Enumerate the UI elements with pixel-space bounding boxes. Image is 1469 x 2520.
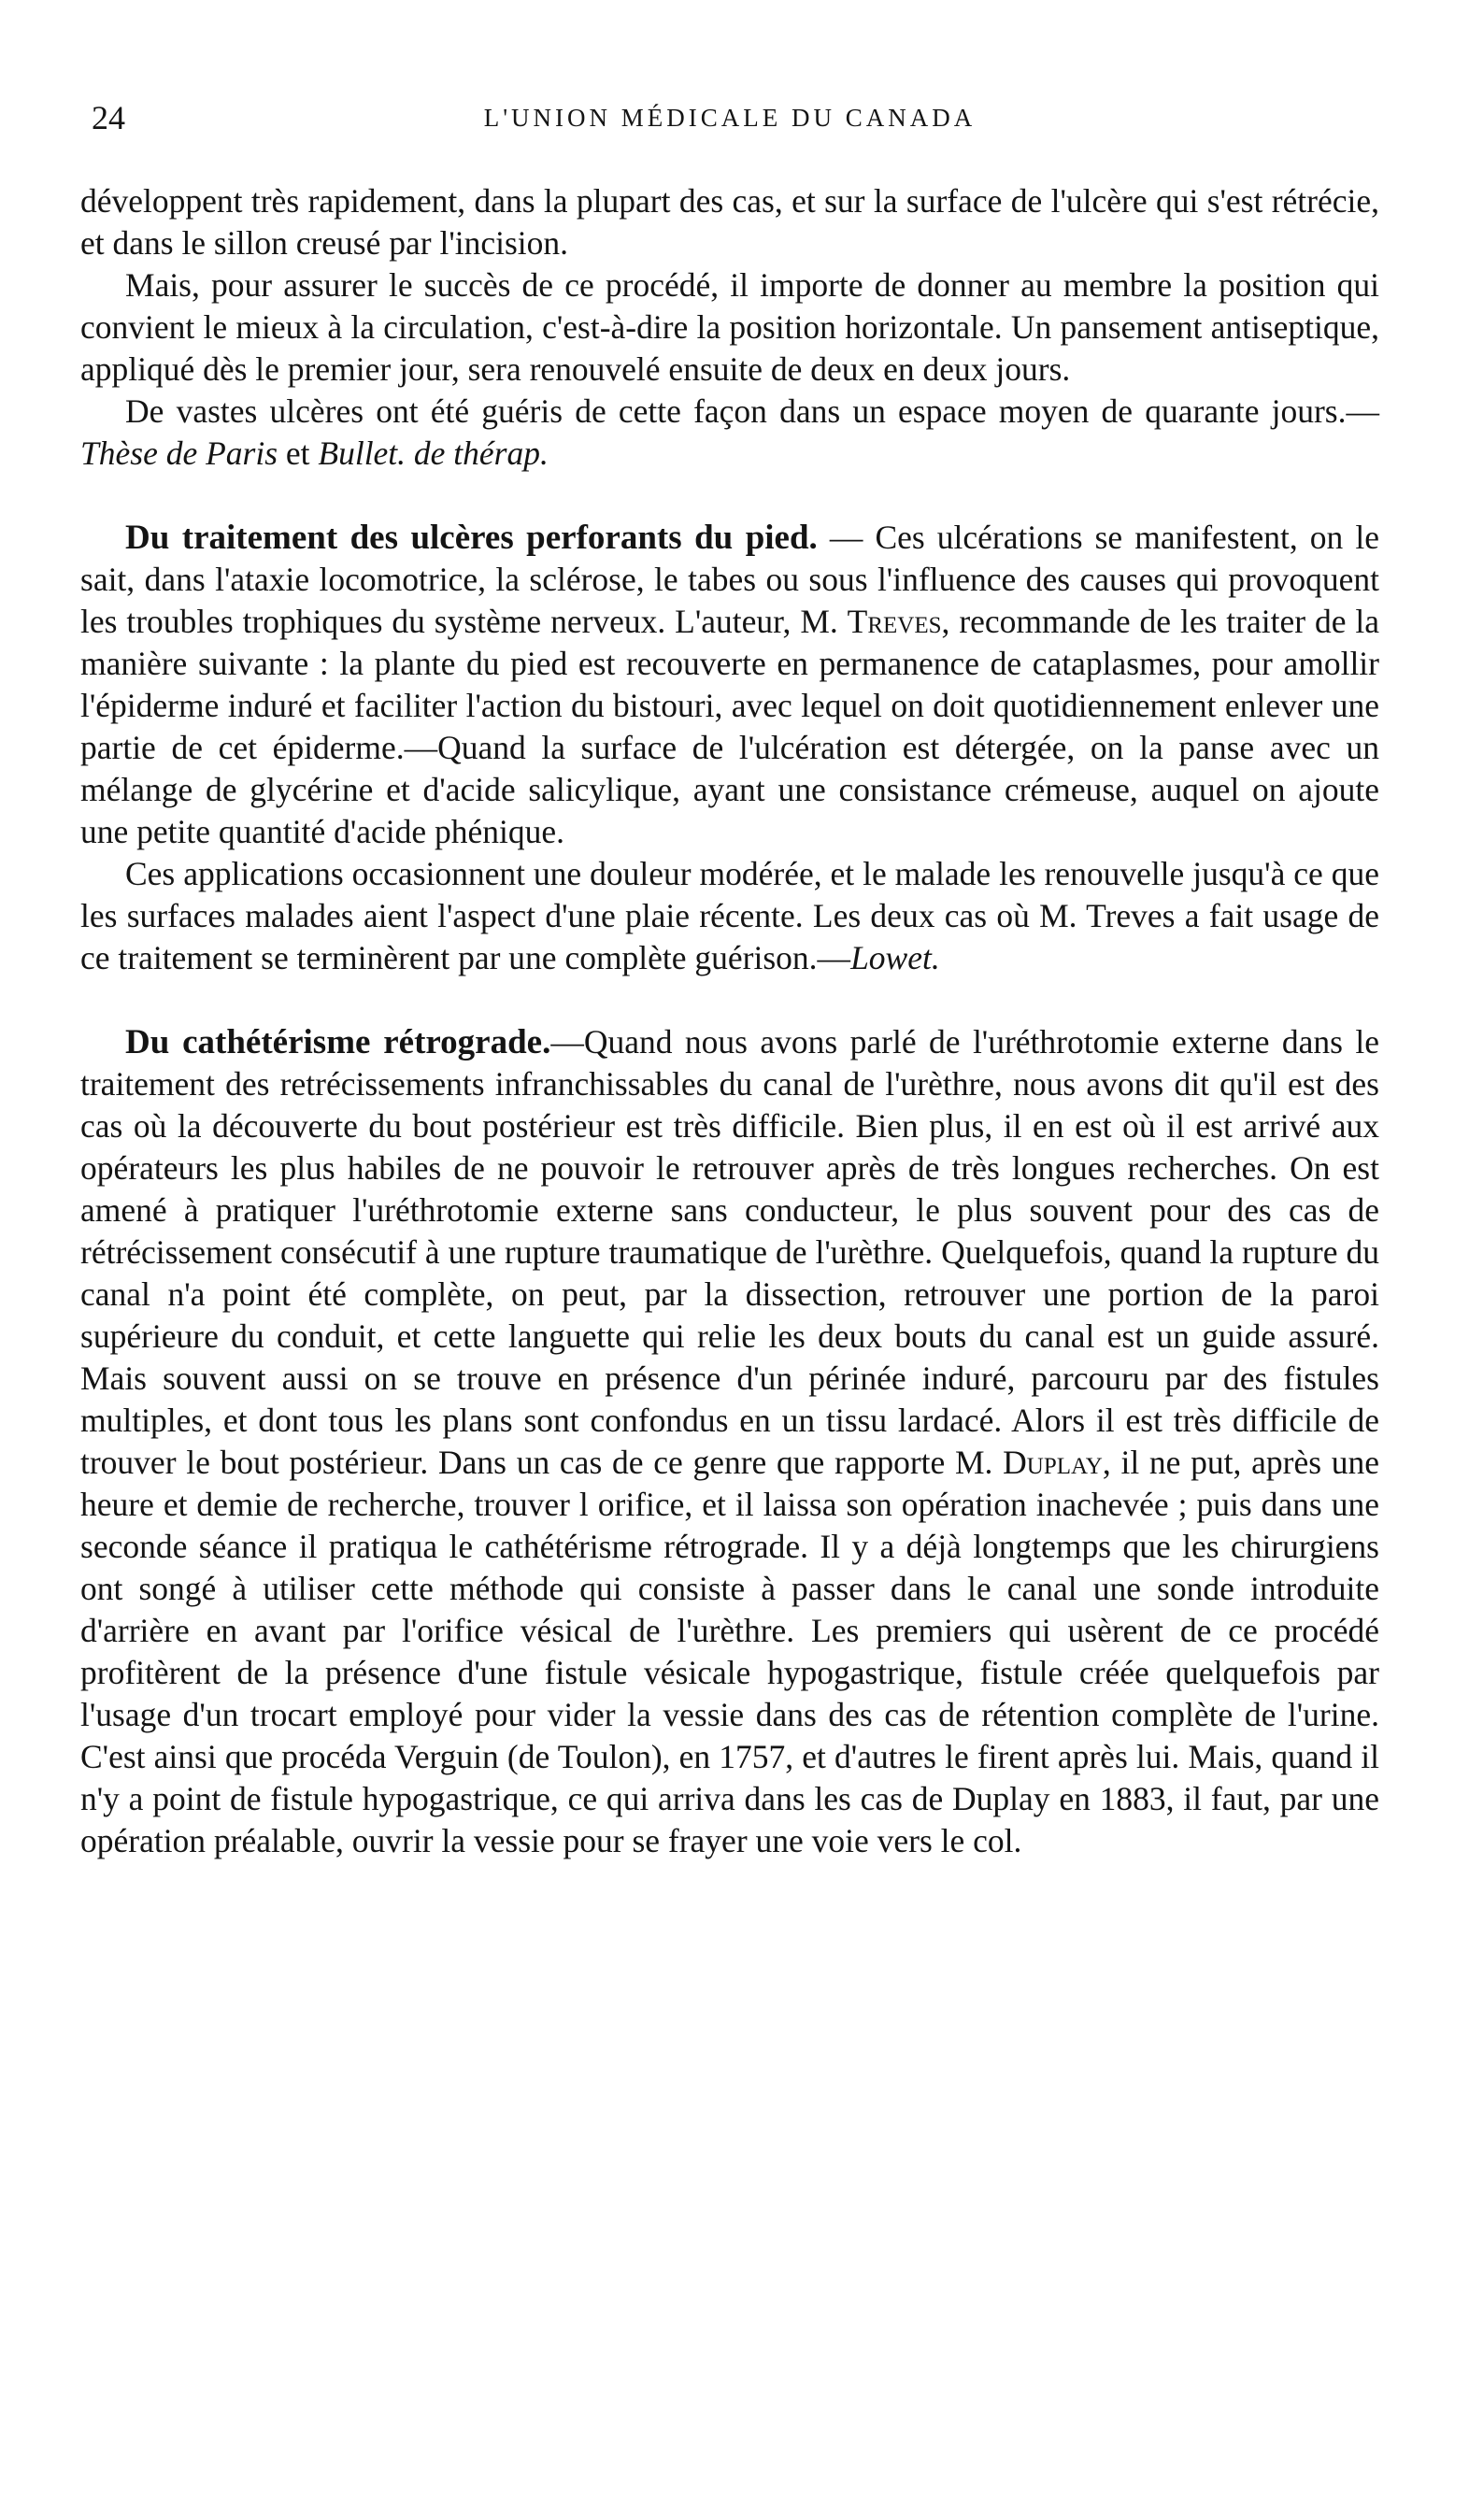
section-ulceres-perforants	[80, 517, 1379, 979]
section-2-title: Du cathétérisme rétrograde.	[125, 1023, 551, 1061]
section-2-paragraph-1	[80, 1021, 1379, 1862]
running-head	[80, 98, 1379, 143]
section-1-paragraph-1	[80, 517, 1379, 853]
page-number: 24	[92, 99, 125, 136]
citation-bullet-de-therap: Bullet. de thérap.	[318, 434, 549, 472]
section-1-text-b: , recommande de les traiter de la manière suivante : la plante du pied est recouverte en permanence de cataplasmes, pour amollir l'épiderme induré et faciliter l'action du bistouri, avec lequel on doit quotidiennement enlever une partie de cet épiderme.—Quand la surface de l'ulcération est détergée, on la panse avec un mélange de glycérine et d'acide salicylique, ayant une consistance crémeuse, auquel on ajoute une petite quantité d'acide phénique.	[80, 603, 1379, 850]
section-1-paragraph-2	[80, 853, 1379, 979]
intro-paragraph-3-text: De vastes ulcères ont été guéris de cette façon dans un espace moyen de quarante jours.—	[125, 392, 1379, 430]
citation-conjunction: et	[278, 434, 319, 472]
intro-paragraph-2: Mais, pour assurer le succès de ce procédé, il importe de donner au membre la position qui convient le mieux à la circulation, c'est-à-dire la position horizontale. Un pansement antiseptique, appliqué dès le premier jour, sera renouvelé ensuite de deux en deux jours.	[80, 266, 1379, 388]
section-2-text-a: —Quand nous avons parlé de l'uréthrotomie externe dans le traitement des retrécissements infranchissables du canal de l'urèthre, nous avons dit qu'il est des cas où la découverte du bout postérieur est très difficile. Bien plus, il en est où il est arrivé aux opérateurs les plus habiles de ne pouvoir le retrouver après de très longues recherches. On est amené à pratiquer l'uréthrotomie externe sans conducteur, le plus souvent pour des cas de rétrécissement consécutif à une rupture traumatique de l'urèthre. Quelquefois, quand la rupture du canal n'a point été complète, on peut, par la dissection, retrouver une portion de la paroi supérieure du conduit, et cette languette qui relie les deux bouts du canal est un guide assuré. Mais souvent aussi on se trouve en présence d'un périnée induré, parcouru par des fistules multiples, et dont tous les plans sont confondus en un tissu lardacé. Alors il est très difficile de trouver le bout postérieur. Dans un cas de ce genre que rapporte M.	[80, 1023, 1379, 1481]
author-duplay: Duplay	[1003, 1444, 1103, 1481]
intro-continuation	[80, 180, 1379, 475]
citation-lowet: Lowet.	[850, 939, 940, 976]
section-1-text-a: — Ces ulcérations se manifestent, on le sait, dans l'ataxie locomotrice, la sclérose, le tabes ou sous l'influence des causes qui provoquent les troubles trophiques du système nerveux. L'auteur, M.	[80, 519, 1379, 640]
journal-title: L'UNION MÉDICALE DU CANADA	[483, 104, 977, 132]
section-1-title: Du traitement des ulcères perforants du pied.	[125, 519, 818, 557]
intro-paragraph-1: développent très rapidement, dans la plupart des cas, et sur la surface de l'ulcère qui s'est rétrécie, et dans le sillon creusé par l'incision.	[80, 182, 1379, 262]
section-catheterisme-retrograde	[80, 1021, 1379, 1862]
section-2-text-b: , il ne put, après une heure et demie de recherche, trouver l orifice, et il laissa son opération inachevée ; puis dans une seconde séance il pratiqua le cathétérisme rétrograde. Il y a déjà longtemps que les chirurgiens ont songé à utiliser cette méthode qui consiste à passer dans le canal une sonde introduite d'arrière en avant par l'orifice vésical de l'urèthre. Les premiers qui usèrent de ce procédé profitèrent de la présence d'une fistule vésicale hypogastrique, fistule créée quelquefois par l'usage d'un trocart employé pour vider la vessie dans des cas de rétention complète de l'urine. C'est ainsi que procéda Verguin (de Toulon), en 1757, et d'autres le firent après lui. Mais, quand il n'y a point de fistule hypogastrique, ce qui arriva dans les cas de Duplay en 1883, il faut, par une opération préalable, ouvrir la vessie pour se frayer une voie vers le col.	[80, 1444, 1379, 1859]
intro-paragraph-3	[80, 391, 1379, 475]
section-1-paragraph-2-text: Ces applications occasionnent une douleur modérée, et le malade les renouvelle jusqu'à ce que les surfaces malades aient l'aspect d'une plaie récente. Les deux cas où M. Treves a fait usage de ce traitement se terminèrent par une complète guérison.—	[80, 855, 1379, 976]
citation-these-de-paris: Thèse de Paris	[80, 434, 278, 472]
author-treves: Treves	[847, 603, 942, 640]
